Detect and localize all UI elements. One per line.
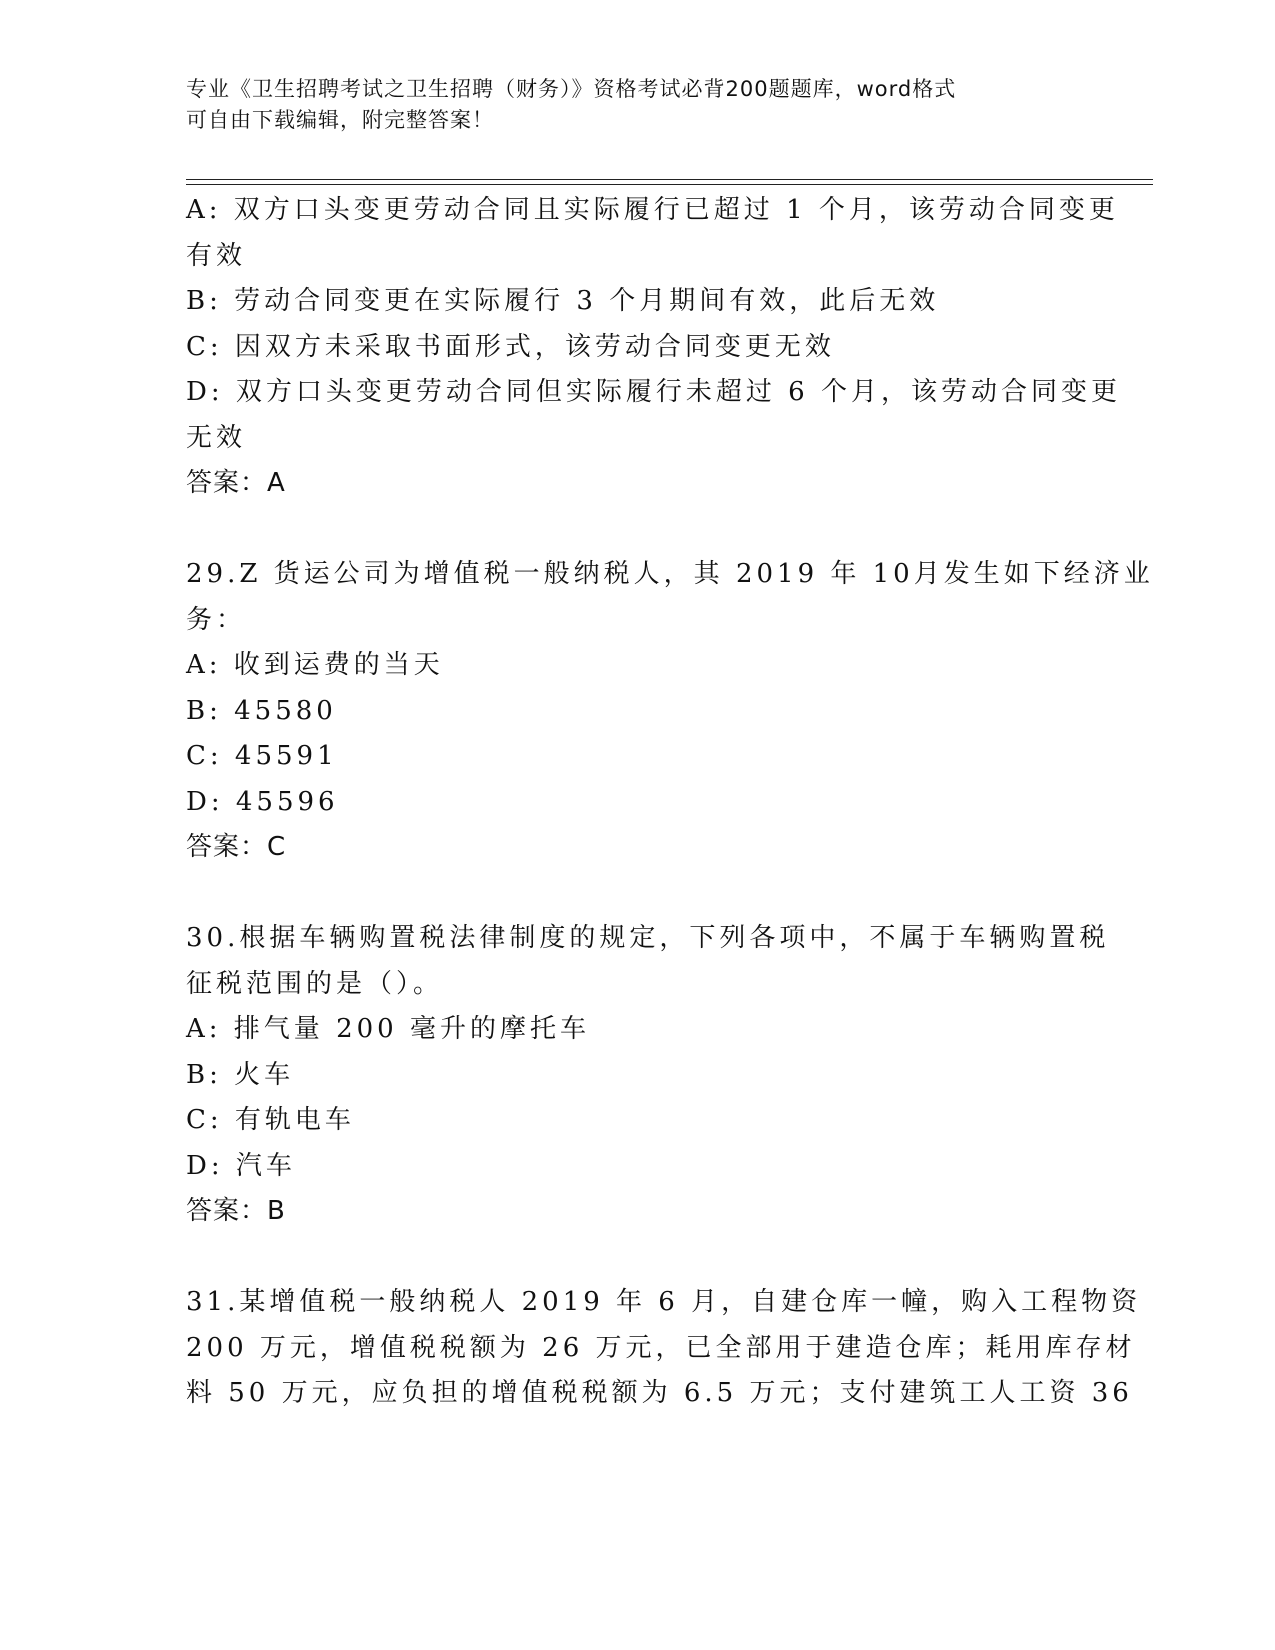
option-c: C: 因双方未采取书面形式，该劳动合同变更无效 xyxy=(186,331,835,362)
spacer xyxy=(186,507,1086,553)
header-title-line-2: 可自由下载编辑，附完整答案！ xyxy=(186,108,494,132)
question-stem-line-3: 料 50 万元，应负担的增值税税额为 6.5 万元；支付建筑工人工资 36 xyxy=(186,1378,1133,1408)
option-a-line-2: 有效 xyxy=(186,240,247,271)
question-30 xyxy=(186,916,1110,1235)
answer: 答案：B xyxy=(186,1196,286,1226)
question-stem-line-1: 31.某增值税一般纳税人 2019 年 6 月，自建仓库一幢，购入工程物资 xyxy=(186,1287,1142,1317)
question-28-options xyxy=(186,188,1121,507)
spacer xyxy=(186,1235,1086,1281)
option-a: A: 排气量 200 毫升的摩托车 xyxy=(186,1014,590,1044)
option-b: B: 劳动合同变更在实际履行 3 个月期间有效，此后无效 xyxy=(186,286,940,316)
question-content xyxy=(186,188,1154,1417)
question-31 xyxy=(186,1280,1142,1417)
answer: 答案：A xyxy=(186,468,286,498)
option-d: D: 45596 xyxy=(186,786,339,817)
option-d-line-1: D: 双方口头变更劳动合同但实际履行未超过 6 个月，该劳动合同变更 xyxy=(186,377,1121,407)
question-stem-line-2: 务： xyxy=(186,604,247,635)
question-stem-line-1: 29.Z 货运公司为增值税一般纳税人，其 2019 年 10月发生如下经济业 xyxy=(186,559,1154,589)
spacer xyxy=(186,871,1086,917)
option-c: C: 有轨电车 xyxy=(186,1105,355,1135)
option-d-line-2: 无效 xyxy=(186,422,247,453)
option-c: C: 45591 xyxy=(186,741,338,771)
question-stem-line-1: 30.根据车辆购置税法律制度的规定，下列各项中，不属于车辆购置税 xyxy=(186,923,1110,953)
header-title-line-1: 专业《卫生招聘考试之卫生招聘（财务）》资格考试必背200题题库，word格式 xyxy=(186,77,957,101)
question-29 xyxy=(186,552,1154,871)
option-a: A: 收到运费的当天 xyxy=(186,650,444,680)
page-header xyxy=(186,74,1066,136)
question-stem-line-2: 200 万元，增值税税额为 26 万元，已全部用于建造仓库；耗用库存材 xyxy=(186,1332,1136,1363)
option-d: D: 汽车 xyxy=(186,1150,296,1181)
answer: 答案：C xyxy=(186,832,287,862)
header-divider-bottom xyxy=(186,184,1153,185)
option-b: B: 45580 xyxy=(186,695,337,726)
option-a-line-1: A: 双方口头变更劳动合同且实际履行已超过 1 个月，该劳动合同变更 xyxy=(186,195,1119,225)
question-stem-line-2: 征税范围的是（）。 xyxy=(186,968,444,999)
header-divider-top xyxy=(186,179,1153,180)
option-b: B: 火车 xyxy=(186,1059,295,1090)
